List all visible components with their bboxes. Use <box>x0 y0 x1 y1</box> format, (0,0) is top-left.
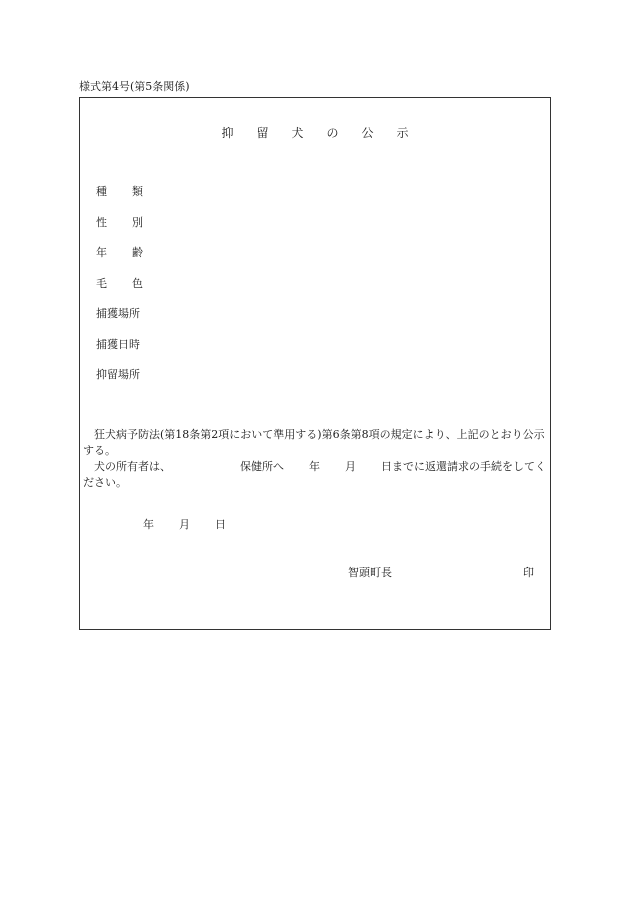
field-label-char: 別 <box>132 215 143 229</box>
form-number-label: 様式第4号(第5条関係) <box>79 80 190 93</box>
field-label-char: 性 <box>96 215 107 229</box>
date-year: 年 <box>143 518 154 531</box>
field-label-char: 年 <box>96 246 107 259</box>
owner-instruction-line2: ださい。 <box>83 476 127 489</box>
mayor-title: 智頭町長 <box>348 566 392 579</box>
field-label-char: 色 <box>132 276 143 290</box>
seal-mark: 印 <box>523 566 534 579</box>
field-label-char: 類 <box>132 185 143 198</box>
notice-form <box>79 97 551 630</box>
date-month: 月 <box>179 518 190 531</box>
date-day: 日 <box>215 518 226 531</box>
health-office-text: 保健所へ <box>240 460 284 473</box>
field-label-char: 種 <box>96 185 107 198</box>
field-label: 捕獲日時 <box>96 337 140 351</box>
deadline-month-text: 月 <box>345 460 356 473</box>
field-label-char: 毛 <box>96 276 107 290</box>
notice-title: 抑留犬の公示 <box>221 126 432 140</box>
field-label: 抑留場所 <box>96 368 140 381</box>
deadline-day-text: 日までに返還請求の手続をしてく <box>381 460 546 473</box>
field-label-char: 齢 <box>132 246 143 259</box>
owner-instruction-paragraph <box>83 459 548 491</box>
legal-basis-paragraph: 狂犬病予防法(第18条第2項において準用する)第6条第8項の規定により、上記のとおり公示する。 <box>83 428 545 457</box>
field-label: 捕獲場所 <box>96 307 140 320</box>
deadline-year-text: 年 <box>309 460 320 473</box>
owner-instruction-part1: 犬の所有者は、 <box>94 460 171 473</box>
